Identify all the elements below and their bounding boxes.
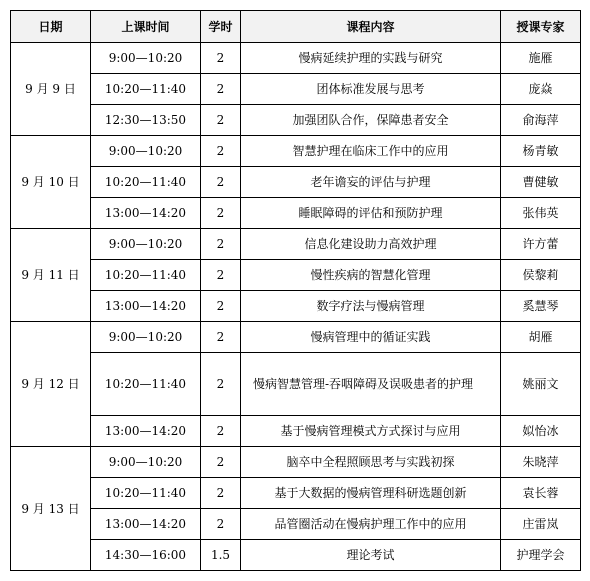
header-lecturer: 授课专家: [501, 11, 581, 43]
time-cell: 13:00—14:20: [91, 198, 201, 229]
hours-cell: 2: [201, 260, 241, 291]
course-text: 品管圈活动在慢病护理工作中的应用: [274, 517, 467, 531]
course-text: 老年谵妄的评估与护理: [310, 175, 431, 189]
time-cell: 9:00—10:20: [91, 447, 201, 478]
course-text: 智慧护理在临床工作中的应用: [292, 144, 449, 158]
course-cell: [241, 291, 501, 322]
hours-cell: 2: [201, 229, 241, 260]
course-cell: [241, 136, 501, 167]
course-cell: [241, 43, 501, 74]
header-date: 日期: [11, 11, 91, 43]
course-cell: [241, 353, 501, 416]
table-row: [11, 136, 581, 167]
table-row: [11, 540, 581, 571]
course-text: 信息化建设助力高效护理: [304, 237, 437, 251]
course-cell: [241, 105, 501, 136]
course-cell: [241, 229, 501, 260]
time-cell: 12:30—13:50: [91, 105, 201, 136]
time-cell: 9:00—10:20: [91, 229, 201, 260]
time-cell: 14:30—16:00: [91, 540, 201, 571]
course-text: 慢病管理中的循证实践: [310, 330, 431, 344]
lecturer-cell: 袁长蓉: [501, 478, 581, 509]
date-cell: 9 月 10 日: [11, 136, 91, 229]
hours-cell: 2: [201, 136, 241, 167]
table-row: [11, 447, 581, 478]
hours-cell: 2: [201, 416, 241, 447]
course-cell: [241, 322, 501, 353]
time-cell: 10:20—11:40: [91, 167, 201, 198]
lecturer-cell: 奚慧琴: [501, 291, 581, 322]
table-row: [11, 260, 581, 291]
course-text: 团体标准发展与思考: [316, 82, 425, 96]
table-row: [11, 198, 581, 229]
hours-cell: 2: [201, 167, 241, 198]
course-text: 数字疗法与慢病管理: [316, 299, 425, 313]
hours-cell: 2: [201, 43, 241, 74]
hours-cell: 2: [201, 105, 241, 136]
time-cell: 13:00—14:20: [91, 509, 201, 540]
lecturer-cell: 侯黎莉: [501, 260, 581, 291]
course-text: 基于大数据的慢病管理科研选题创新: [274, 486, 467, 500]
hours-cell: 2: [201, 447, 241, 478]
course-cell: [241, 447, 501, 478]
hours-cell: 2: [201, 509, 241, 540]
header-time: 上课时间: [91, 11, 201, 43]
course-cell: [241, 416, 501, 447]
time-cell: 9:00—10:20: [91, 322, 201, 353]
time-cell: 10:20—11:40: [91, 260, 201, 291]
course-text: 慢病智慧管理-吞咽障碍及误吸患者的护理: [253, 377, 474, 391]
lecturer-cell: 许方蕾: [501, 229, 581, 260]
table-row: [11, 416, 581, 447]
course-text: 慢病延续护理的实践与研究: [298, 51, 443, 65]
time-cell: 13:00—14:20: [91, 291, 201, 322]
course-text: 慢性疾病的智慧化管理: [310, 268, 431, 282]
time-cell: 13:00—14:20: [91, 416, 201, 447]
lecturer-cell: 胡雁: [501, 322, 581, 353]
lecturer-cell: 施雁: [501, 43, 581, 74]
lecturer-cell: 姒怡冰: [501, 416, 581, 447]
lecturer-cell: 庄雷岚: [501, 509, 581, 540]
table-row: [11, 322, 581, 353]
lecturer-cell: 庞焱: [501, 74, 581, 105]
hours-cell: 1.5: [201, 540, 241, 571]
course-text: 加强团队合作，保障患者安全: [292, 113, 449, 127]
course-cell: [241, 260, 501, 291]
time-cell: 9:00—10:20: [91, 43, 201, 74]
lecturer-cell: 曹健敏: [501, 167, 581, 198]
course-cell: [241, 198, 501, 229]
hours-cell: 2: [201, 74, 241, 105]
table-row: [11, 105, 581, 136]
header-hours: 学时: [201, 11, 241, 43]
course-text: 睡眠障碍的评估和预防护理: [298, 206, 443, 220]
table-row: [11, 167, 581, 198]
table-row: [11, 478, 581, 509]
schedule-document: [10, 10, 580, 571]
course-cell: [241, 167, 501, 198]
date-cell: 9 月 12 日: [11, 322, 91, 447]
course-cell: [241, 509, 501, 540]
date-cell: 9 月 11 日: [11, 229, 91, 322]
date-cell: 9 月 9 日: [11, 43, 91, 136]
header-course: 课程内容: [241, 11, 501, 43]
time-cell: 9:00—10:20: [91, 136, 201, 167]
course-cell: [241, 478, 501, 509]
course-cell: [241, 74, 501, 105]
lecturer-cell: 护理学会: [501, 540, 581, 571]
table-row: [11, 291, 581, 322]
header-row: [11, 11, 581, 43]
lecturer-cell: 姚丽文: [501, 353, 581, 416]
course-text: 基于慢病管理模式方式探讨与应用: [280, 424, 461, 438]
table-row: [11, 74, 581, 105]
lecturer-cell: 朱晓萍: [501, 447, 581, 478]
hours-cell: 2: [201, 353, 241, 416]
course-cell: [241, 540, 501, 571]
date-cell: 9 月 13 日: [11, 447, 91, 571]
lecturer-cell: 俞海萍: [501, 105, 581, 136]
hours-cell: 2: [201, 322, 241, 353]
course-text: 理论考试: [346, 548, 395, 562]
lecturer-cell: 杨青敏: [501, 136, 581, 167]
hours-cell: 2: [201, 291, 241, 322]
hours-cell: 2: [201, 198, 241, 229]
table-row: [11, 229, 581, 260]
hours-cell: 2: [201, 478, 241, 509]
table-row: [11, 43, 581, 74]
table-row: [11, 353, 581, 416]
course-text: 脑卒中全程照顾思考与实践初探: [286, 455, 455, 469]
course-schedule-table: [10, 10, 581, 571]
lecturer-cell: 张伟英: [501, 198, 581, 229]
time-cell: 10:20—11:40: [91, 74, 201, 105]
time-cell: 10:20—11:40: [91, 353, 201, 416]
table-row: [11, 509, 581, 540]
time-cell: 10:20—11:40: [91, 478, 201, 509]
